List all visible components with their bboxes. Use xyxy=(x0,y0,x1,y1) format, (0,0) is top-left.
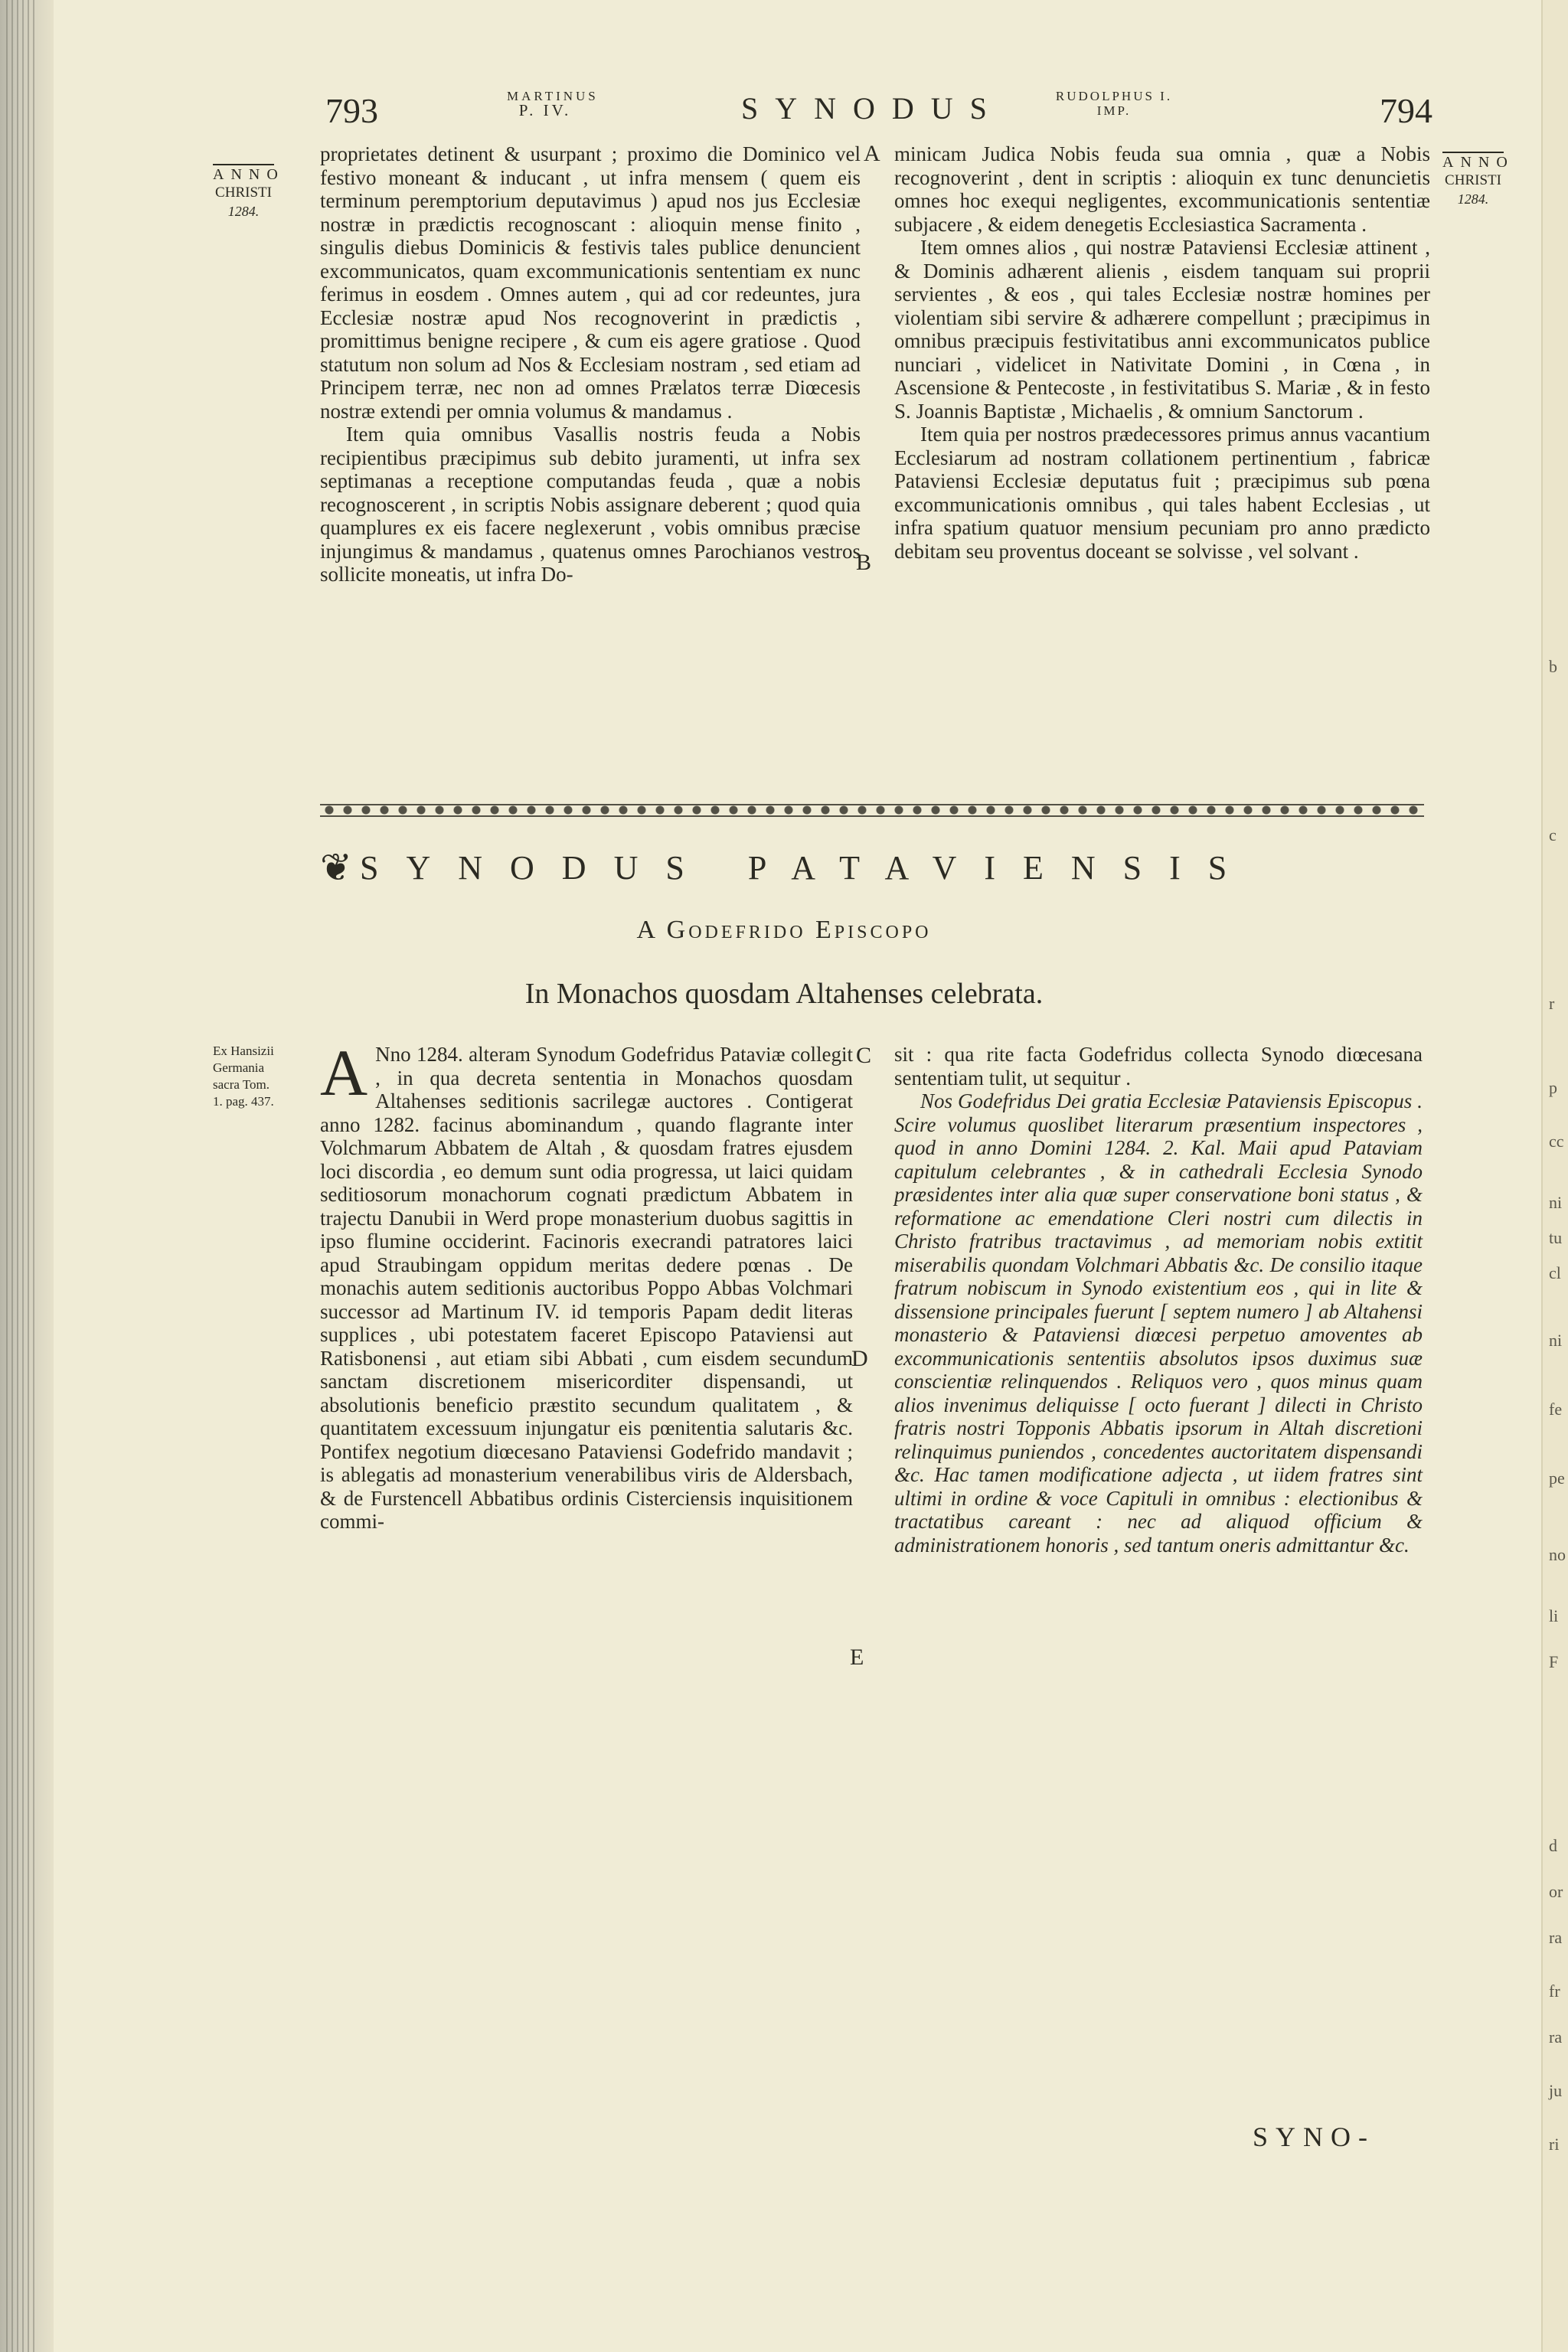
section-title: SYNODUS PATAVIENSIS xyxy=(360,849,1255,887)
running-head-right-top: RUDOLPHUS I. xyxy=(1055,89,1173,103)
section-subtitle: A Godefrido Episcopo xyxy=(636,916,932,944)
decree-paragraph: Nos Godefridus Dei gratia Ecclesiæ Pataviensis Episcopus . Scire volumus quoslibet literarum præsentium inspectores , quod in anno Domini 1284. 2. Kal. Maii apud Pataviam capitulum celebrantes , & in cathedrali Ecclesia Synodo præsidentes inter alia quæ super conservatione boni status , & reformatione ac emendatione Cleri nostri cum dilectis in Christo fratribus tractavimus , ad memoriam nobis extitit miserabilis quondam Volchmari Abbatis &c. De consilio itaque fratrum nobiscum in Synodo existentium eos , qui in lite & dissensione principales fuerunt [ septem numero ] ab Altahensi monasterio & Pataviensi diœcesi perpetuo amoventes ab excommunicationis sententiis absolutos ipsos duximus suæ conscientiæ relinquendos . Reliquos vero , quos minus quam alios invenimus deliquisse [ octo fuerant ] dilecti in Christo fratris nostri Topponis Abbatis ipsorum in Altah discretioni relinquimus puniendos , concedentes auctoritatem dispensandi &c. Hac tamen modificatione adjecta , ut iidem fratres sint ultimi in ordine & voce Capituli in omnibus : electionibus & tractatibus careant : nec ad aliquod officium & administrationem honoris , sed tantum oneris admittantur &c. xyxy=(894,1089,1423,1557)
section-marker-a: A xyxy=(864,141,880,166)
paragraph xyxy=(320,1036,853,1534)
decorative-ornament-band xyxy=(320,801,1424,819)
margin-note-anno: ANNO xyxy=(1442,154,1514,171)
section-marker-c: C xyxy=(856,1043,872,1068)
edge-fragment: pe xyxy=(1549,1468,1565,1488)
edge-fragment: ju xyxy=(1549,2081,1563,2100)
text-column-bottom-left xyxy=(320,1036,853,1534)
year-margin-note-left xyxy=(213,164,285,220)
section-subtitle-secondary: In Monachos quosdam Altahenses celebrata. xyxy=(524,978,1044,1010)
drop-cap: A xyxy=(320,1036,368,1109)
flourish-icon: ❦ xyxy=(320,845,352,890)
margin-note-year: 1284. xyxy=(227,204,260,219)
section-marker-b: B xyxy=(856,550,872,575)
paragraph: Item quia omnibus Vasallis nostris feuda a Nobis recipientibus præcipimus sub debito juramenti, ut infra sex septimanas a receptione computandas feuda , quæ a nobis recognoscerent , in scriptis Nobis assignare deberent ; quod quia quamplures ex eis facere neglexerunt , vobis omnibus præcise injungimus & mandamus , quatenus omnes Parochianos vestros sollicite moneatis, ut infra Do- xyxy=(320,423,861,586)
text-column-top-right xyxy=(894,142,1430,563)
source-note-line: 1. pag. 437. xyxy=(213,1094,274,1109)
running-head-center: SYNODUS xyxy=(741,91,1004,126)
running-head-right-bottom: IMP. xyxy=(1096,103,1132,118)
paragraph-text: Nno 1284. alteram Synodum Godefridus Pataviæ collegit , in qua decreta sententia in Monachos quosdam Altahenses seditionis sacrilegæ auctores . Contigerat anno 1282. facinus abominandum , quando flagrante inter Volchmarum Abbatem de Altah , & quosdam fratres ejusdem loci discordia , eo demum sunt odia progressa, ut laici quidam seditiosorum monachorum cognati prædictum Abbatem in trajectu Danubii in Werd prope monasterium duobus sagittis in ipso flumine occiderint. Facinoris execrandi patratores laici apud Straubingam oppidum meritas dedere pœnas . De monachis autem seditionis auctoribus Poppo Abbas Volchmari successor ad Martinum IV. id temporis Papam dedit literas supplices , ubi potestatem faceret Episcopo Pataviensi aut Ratisbonensi , aut etiam sibi Abbati , cum eisdem secundum sanctam discretionem misericorditer dispensandi, ut absolutionis beneficio præstito secundum qualitatem , & quantitatem excessuum injungatur eis pœnitentia salutaris &c. Pontifex negotium diœcesano Pataviensi Godefrido mandavit ; is ablegatis ad monasterium venerabilibus viris de Aldersbach, & de Furstencell Abbatibus ordinis Cisterciensis inquisitionem commi- xyxy=(320,1043,853,1533)
edge-fragment: tu xyxy=(1549,1228,1563,1247)
edge-fragment: ra xyxy=(1549,1928,1563,1947)
paragraph: minicam Judica Nobis feuda sua omnia , quæ a Nobis recognoverint , dent in scriptis : alioquin ex tunc denuncietis omnes hoc exequi negligentes, excommunicationis sententiæ subjacere , & eidem denegetis Ecclesiastica Sacramenta . xyxy=(894,142,1430,236)
edge-fragment: ri xyxy=(1549,2135,1560,2154)
edge-fragment: p xyxy=(1549,1078,1557,1097)
edge-fragment: no xyxy=(1549,1545,1566,1564)
edge-fragment: fe xyxy=(1549,1400,1563,1419)
paragraph: proprietates detinent & usurpant ; proximo die Dominico vel festivo moneant & inducant , ut infra mensem ( quem eis terminum peremptorium deputavimus ) apud nos jus Ecclesiæ nostræ in prædictis recognoscant : alioquin mense finito , singulis diebus Dominicis & festivis tales publice denuncient excommunicatos, quam excommunicationis sententiam ex nunc ferimus in eosdem . Omnes autem , qui ad cor redeuntes, jura Ecclesiæ nostræ apud Nos recognoverint in prædictis , promittimus benigne recipere , & cum eis agere gratiose . Quod statutum non solum ad Nos & Ecclesiam nostram , sed etiam ad Principem terræ, nec non ad omnes Prælatos terræ Diœcesis nostræ extendi per omnia volumus & mandamus . xyxy=(320,142,861,423)
source-note-line: Ex Hansizii xyxy=(213,1044,274,1058)
page-number-right: 794 xyxy=(1380,91,1432,130)
section-marker-e: E xyxy=(850,1645,864,1670)
source-note-line: Germania xyxy=(213,1060,265,1075)
paragraph: Item omnes alios , qui nostræ Pataviensi Ecclesiæ attinent , & Dominis adhærent alienis , eisdem tanquam sui proprii servientes , & eos , qui tales Ecclesiæ nostræ homines per violentiam sibi servire & adhærere compellunt ; præcipimus in omnibus præcipuis festivitatibus anni excommunicatos publice nunciari , videlicet in Nativitate Domini , in Cœna , in Ascensione & Pentecoste , in festivitatibus S. Mariæ , & in festo S. Joannis Baptistæ , Michaelis , & omnium Sanctorum . xyxy=(894,236,1430,423)
page-number-left: 793 xyxy=(325,91,378,130)
adjacent-page-edge xyxy=(1541,0,1568,2352)
spine-page-edges xyxy=(6,0,37,2352)
edge-fragment: ra xyxy=(1549,2027,1563,2047)
edge-fragment: fr xyxy=(1549,1981,1560,2001)
edge-fragment: c xyxy=(1549,825,1557,844)
edge-fragment: ni xyxy=(1549,1193,1563,1212)
source-note-line: sacra Tom. xyxy=(213,1077,270,1092)
catchword: SYNO- xyxy=(1253,2122,1376,2152)
running-head-left-top: MARTINUS xyxy=(507,89,599,103)
text-column-bottom-right xyxy=(894,1043,1423,1557)
edge-fragment: d xyxy=(1549,1836,1557,1855)
edge-fragment: b xyxy=(1549,657,1557,676)
edge-fragment: F xyxy=(1549,1652,1559,1671)
paragraph: Item quia per nostros prædecessores primus annus vacantium Ecclesiarum ad nostram collationem pertinentium , fabricæ Pataviensi Ecclesiæ deputatus fuit ; præcipimus sub pœna excommunicationis omnibus , qui tales habent Ecclesias , ut infra spatium quatuor mensium pecuniam pro anno prædicto debitam seu proventus doceant se solvisse , vel solvant . xyxy=(894,423,1430,563)
edge-fragment: r xyxy=(1549,994,1555,1013)
margin-note-christi: CHRISTI xyxy=(215,185,272,201)
edge-fragment: ni xyxy=(1549,1331,1563,1350)
margin-note-year: 1284. xyxy=(1457,191,1489,207)
margin-note-anno: ANNO xyxy=(213,166,285,183)
edge-fragment: or xyxy=(1549,1882,1563,1901)
edge-fragment: cc xyxy=(1549,1132,1564,1151)
year-margin-note-right xyxy=(1442,152,1514,208)
running-head-left xyxy=(507,89,599,119)
book-spine-gutter xyxy=(0,0,54,2352)
section-marker-d: D xyxy=(851,1346,868,1371)
running-head-right xyxy=(1049,89,1179,118)
running-head-left-bottom: P. IV. xyxy=(518,101,572,119)
edge-fragment: li xyxy=(1549,1606,1559,1625)
margin-note-christi: CHRISTI xyxy=(1445,172,1501,188)
text-column-top-left xyxy=(320,142,861,586)
source-margin-note xyxy=(213,1043,316,1110)
paragraph: sit : qua rite facta Godefridus collecta Synodo diœcesana sententiam tulit, ut sequitur . xyxy=(894,1043,1423,1089)
edge-fragment: cl xyxy=(1549,1263,1561,1282)
